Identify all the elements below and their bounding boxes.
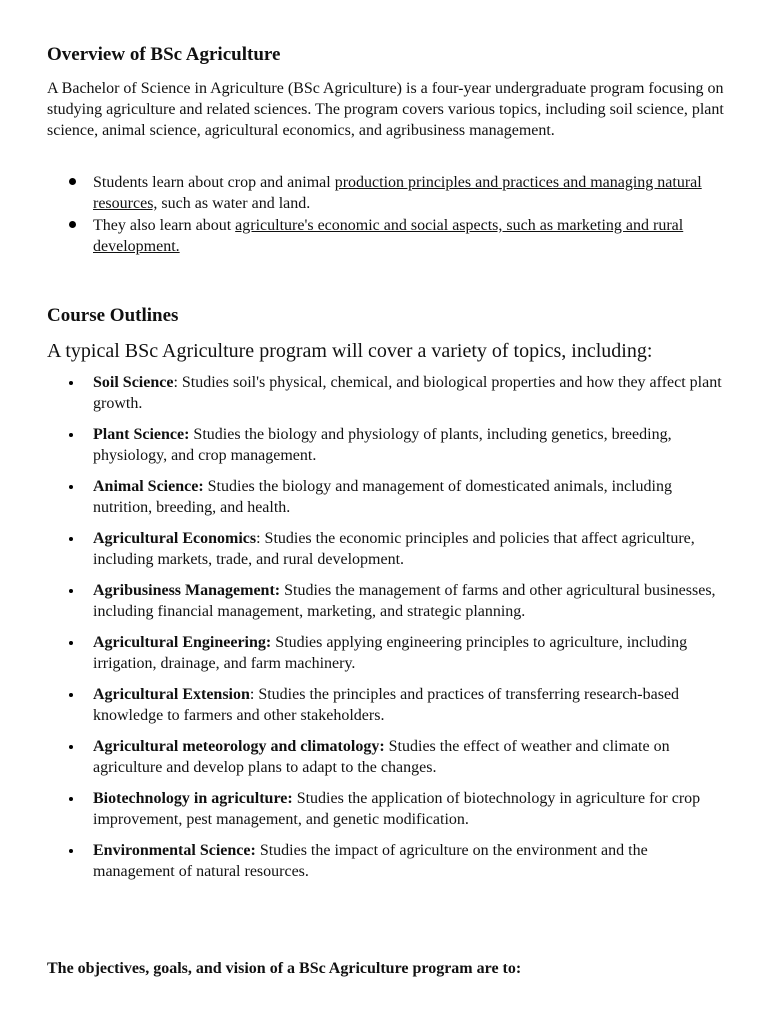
- topic-term: Biotechnology in agriculture:: [93, 790, 293, 807]
- list-item: [47, 372, 727, 414]
- topic-term: Environmental Science:: [93, 842, 256, 859]
- bullet-icon: [69, 221, 76, 228]
- topic-description: Studies the impact of agriculture on the environment and the management of natural resources.: [93, 842, 648, 880]
- list-item: [47, 736, 727, 778]
- overview-heading: Overview of BSc Agriculture: [47, 44, 281, 65]
- topics-list: [47, 372, 727, 892]
- overview-bullet-list: [47, 172, 727, 257]
- bullet-icon: [69, 381, 73, 385]
- underlined-link-text[interactable]: production principles and practices and managing natural resources,: [93, 174, 702, 212]
- bullet-icon: [69, 485, 73, 489]
- bullet-icon: [69, 641, 73, 645]
- topic-description: : Studies the principles and practices of transferring research-based knowledge to farmers and other stakeholders.: [93, 686, 680, 724]
- underlined-link-text[interactable]: agriculture's economic and social aspects, such as marketing and rural development.: [93, 217, 684, 255]
- list-item: [47, 528, 727, 570]
- bullet-icon: [69, 797, 73, 801]
- topic-description: Studies the application of biotechnology in agriculture for crop improvement, pest management, and genetic modification.: [93, 790, 701, 828]
- list-item: [47, 476, 727, 518]
- topic-description: Studies the effect of weather and climate on agriculture and develop plans to adapt to the changes.: [93, 738, 670, 776]
- list-item: [47, 580, 727, 622]
- topic-description: : Studies the economic principles and policies that affect agriculture, including markets, trade, and rural development.: [93, 530, 695, 568]
- topic-term: Agricultural meteorology and climatology:: [93, 738, 385, 755]
- topic-term: Agribusiness Management:: [93, 582, 281, 599]
- bullet-icon: [69, 849, 73, 853]
- list-item: [47, 632, 727, 674]
- topic-term: Agricultural Economics: [93, 530, 257, 547]
- list-item: [47, 684, 727, 726]
- topic-term: Soil Science: [93, 374, 174, 391]
- bullet-icon: [69, 537, 73, 541]
- topic-term: Plant Science:: [93, 426, 190, 443]
- list-item: Students learn about crop and animal production principles and practices and managing natural resources, such as water and land.: [47, 172, 727, 214]
- list-item: [47, 840, 727, 882]
- course-outlines-heading: Course Outlines: [47, 305, 179, 326]
- topic-description: Studies applying engineering principles to agriculture, including irrigation, drainage, and farm machinery.: [93, 634, 688, 672]
- bullet-icon: [69, 178, 76, 185]
- topic-description: Studies the management of farms and other agricultural businesses, including financial management, marketing, and strategic planning.: [93, 582, 716, 620]
- topic-term: Agricultural Extension: [93, 686, 250, 703]
- list-item: [47, 424, 727, 466]
- bullet-icon: [69, 433, 73, 437]
- bullet-icon: [69, 589, 73, 593]
- topic-description: Studies the biology and management of domesticated animals, including nutrition, breeding, and health.: [93, 478, 672, 516]
- objectives-heading: The objectives, goals, and vision of a BSc Agriculture program are to:: [47, 960, 522, 977]
- topic-term: Animal Science:: [93, 478, 204, 495]
- bullet-icon: [69, 745, 73, 749]
- topic-description: : Studies soil's physical, chemical, and biological properties and how they affect plant growth.: [93, 374, 722, 412]
- overview-paragraph: A Bachelor of Science in Agriculture (BSc Agriculture) is a four-year undergraduate program focusing on studying agriculture and related sciences. The program covers various topics, including soil science, plant science, animal science, agricultural economics, and agribusiness management.: [47, 80, 724, 139]
- course-outlines-lead: A typical BSc Agriculture program will cover a variety of topics, including:: [47, 340, 653, 362]
- list-item: [47, 788, 727, 830]
- topic-term: Agricultural Engineering:: [93, 634, 272, 651]
- list-item: They also learn about agriculture's economic and social aspects, such as marketing and rural development.: [47, 215, 727, 257]
- topic-description: Studies the biology and physiology of plants, including genetics, breeding, physiology, and crop management.: [93, 426, 672, 464]
- bullet-icon: [69, 693, 73, 697]
